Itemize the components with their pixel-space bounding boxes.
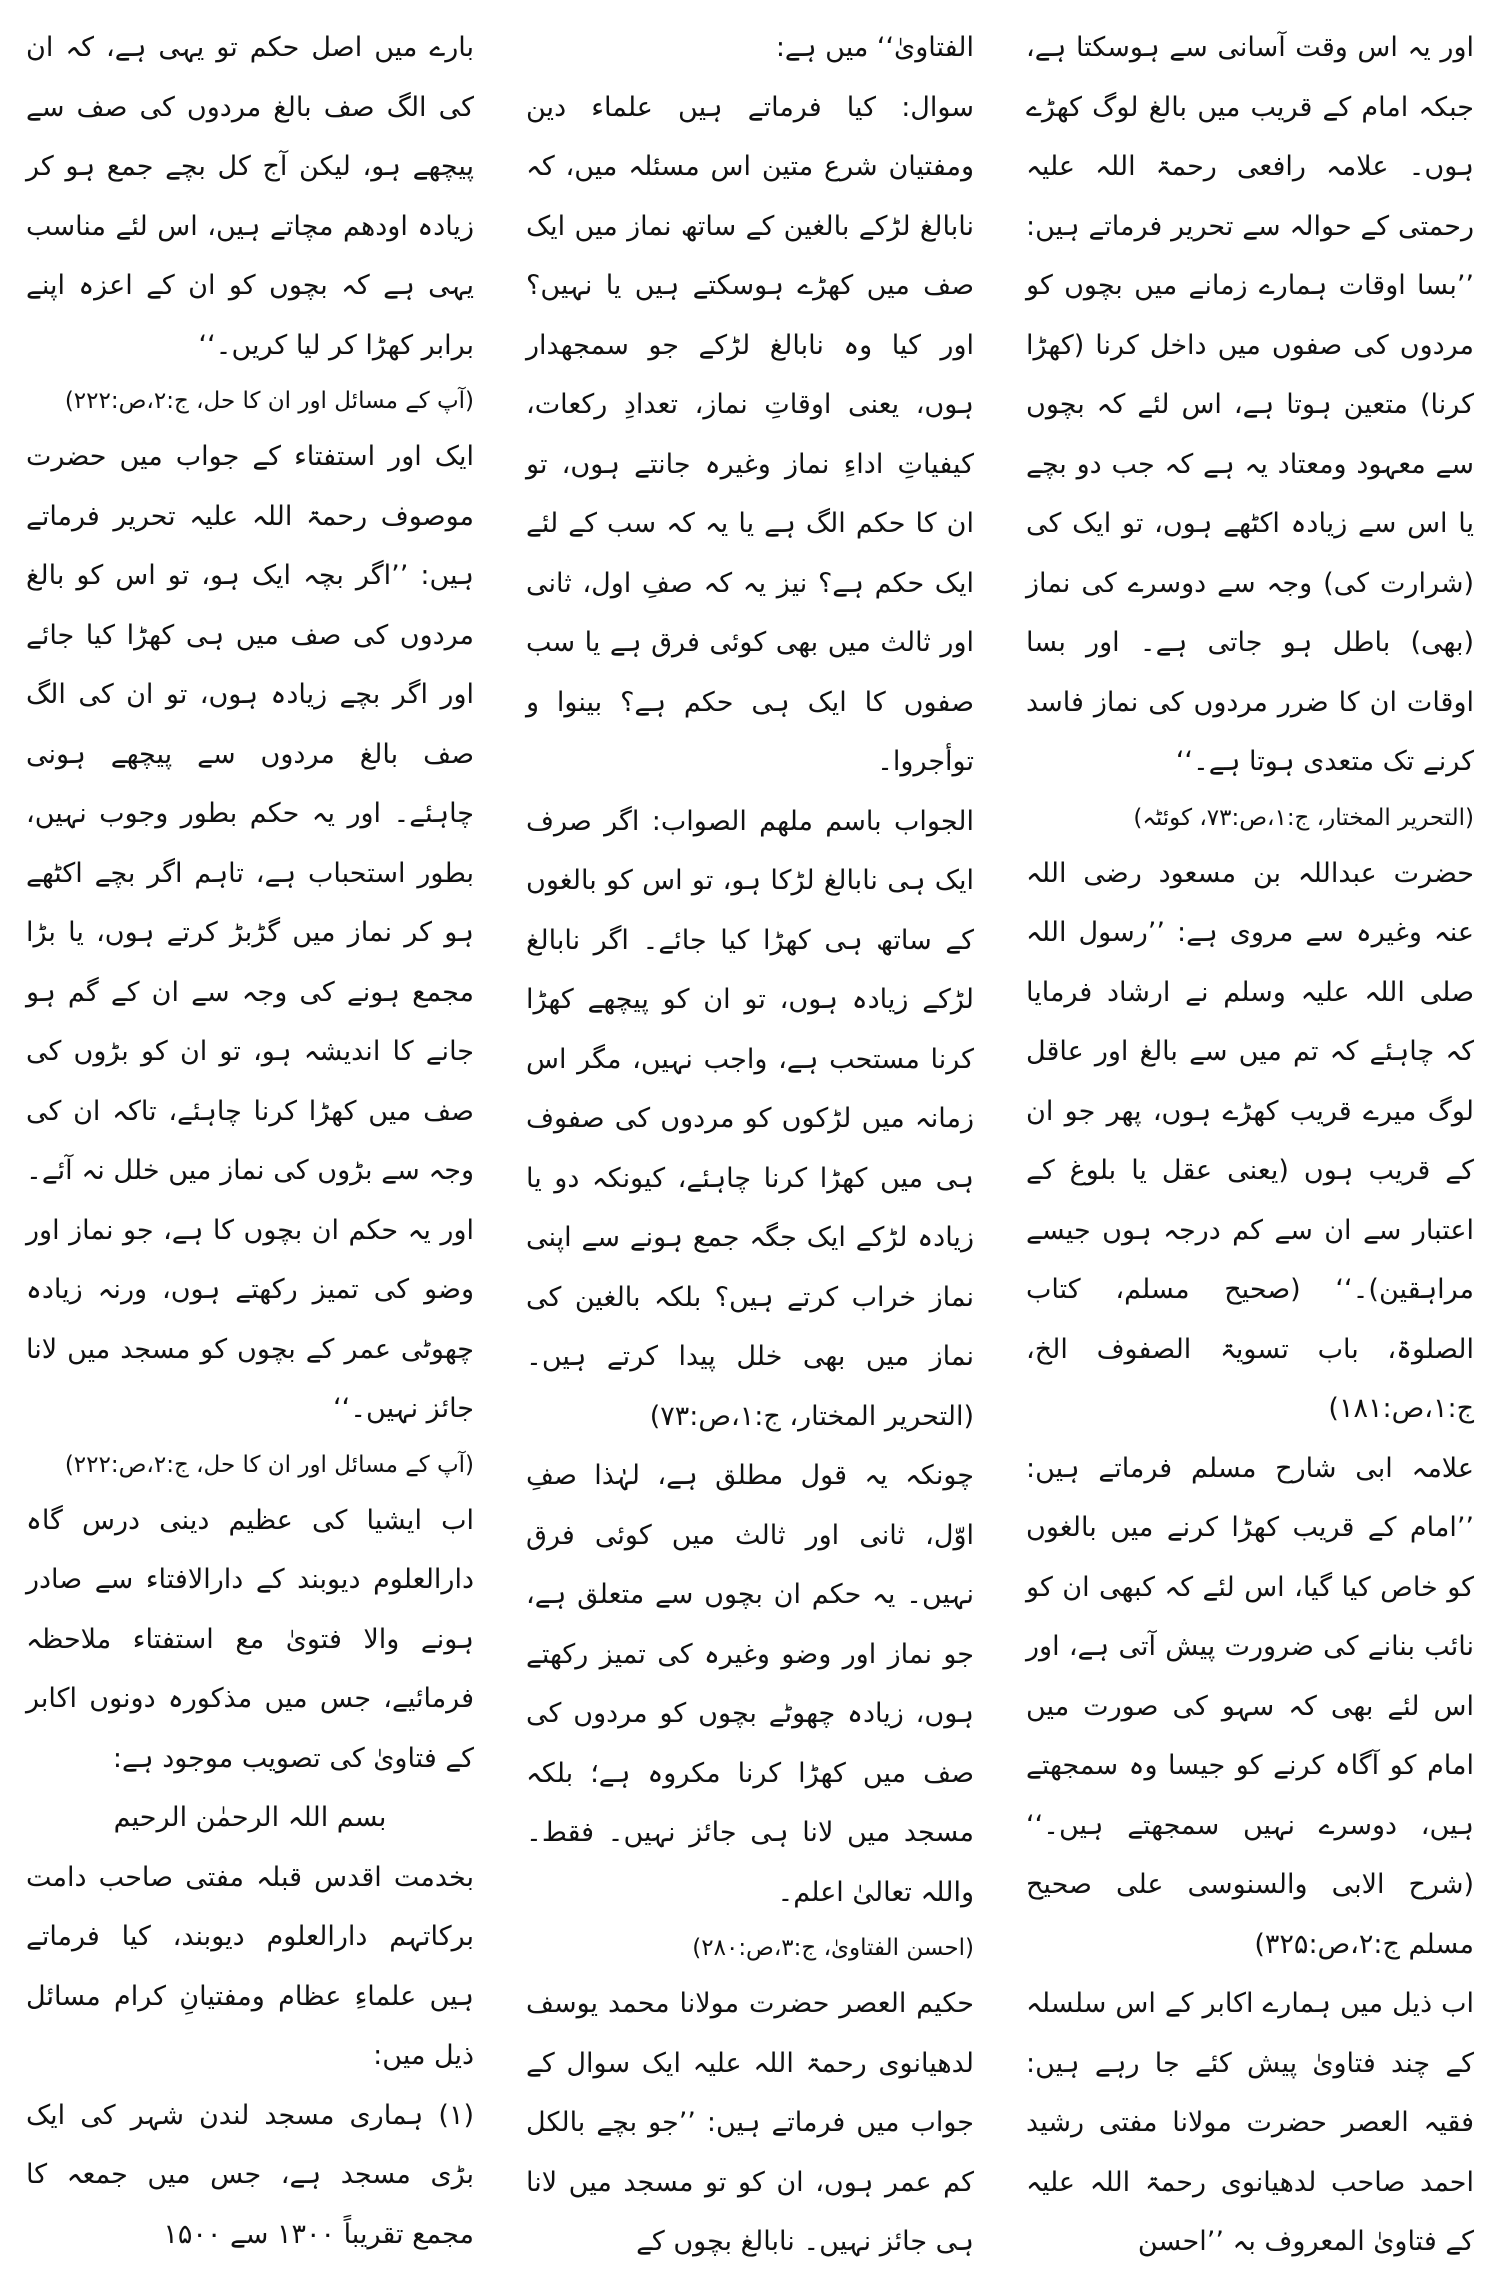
citation-text: (آپ کے مسائل اور ان کا حل، ج:۲،ص:۲۲۲) xyxy=(64,388,474,414)
centered-heading: بسم اللہ الرحمٰن الرحیم xyxy=(113,1802,387,1833)
citation-text: (احسن الفتاویٰ، ج:۳،ص:۲۸۰) xyxy=(692,1935,974,1961)
paragraph: ایک اور استفتاء کے جواب میں حضرت موصوف رحمۃ اللہ علیہ تحریر فرماتے ہیں: ’’اگر بچہ ایک ہو، تو اس کو بالغ مردوں کی صف میں ہی کھڑا کیا جائے اور اگر بچے زیادہ ہوں، تو ان کی الگ صف بالغ مردوں سے پیچھے ہونی چاہئے۔ اور یہ حکم بطور وجوب نہیں، بطور استحباب ہے، تاہم اگر بچے اکٹھے ہو کر نماز میں گڑبڑ کرتے ہوں، یا بڑا مجمع ہونے کی وجہ سے ان کے گم ہو جانے کا اندیشہ ہو، تو ان کو بڑوں کی صف میں کھڑا کرنا چاہئے، تاکہ ان کی وجہ سے بڑوں کی نماز میں خلل نہ آئے۔ اور یہ حکم ان بچوں کا ہے، جو نماز اور وضو کی تمیز رکھتے ہوں، ورنہ زیادہ چھوٹی عمر کے بچوں کو مسجد میں لانا جائز نہیں۔‘‘ xyxy=(26,441,474,1424)
paragraph: بارے میں اصل حکم تو یہی ہے، کہ ان کی الگ صف بالغ مردوں کی صف سے پیچھے ہو، لیکن آج کل بچے جمع ہو کر زیادہ اودھم مچاتے ہیں، اس لئے مناسب یہی ہے کہ بچوں کو ان کے اعزہ اپنے برابر کھڑا کر لیا کریں۔‘‘ xyxy=(26,32,474,361)
paragraph: الفتاویٰ‘‘ میں ہے: xyxy=(775,32,974,63)
citation-text: (آپ کے مسائل اور ان کا حل، ج:۲،ص:۲۲۲) xyxy=(64,1451,474,1478)
paragraph: سوال: کیا فرماتے ہیں علماء دین ومفتیان شرع متین اس مسئلہ میں، کہ نابالغ لڑکے بالغین کے ساتھ نماز میں ایک صف میں کھڑے ہوسکتے ہیں یا نہیں؟ اور کیا وہ نابالغ لڑکے جو سمجھدار ہوں، یعنی اوقاتِ نماز، تعدادِ رکعات، کیفیاتِ اداءِ نماز وغیرہ جانتے ہوں، تو ان کا حکم الگ ہے یا یہ کہ سب کے لئے ایک حکم ہے؟ نیز یہ کہ صفِ اول، ثانی اور ثالث میں بھی کوئی فرق ہے یا سب صفوں کا ایک ہی حکم ہے؟ بینوا و توأجروا۔ xyxy=(526,91,974,777)
paragraph: حضرت عبداللہ بن مسعود رضی اللہ عنہ وغیرہ سے مروی ہے: ’’رسول اللہ صلی اللہ علیہ وسلم نے ارشاد فرمایا کہ چاہئے کہ تم میں سے بالغ اور عاقل لوگ میرے قریب کھڑے ہوں، پھر جو ان کے قریب ہوں (یعنی عقل یا بلوغ کے اعتبار سے ان سے کم درجہ ہوں جیسے مراہقین)۔‘‘ (صحیح مسلم، کتاب الصلوۃ، باب تسویۃ الصفوف الخ، ج:۱،ص:۱۸۱) xyxy=(1026,857,1474,1424)
paragraph: بخدمت اقدس قبلہ مفتی صاحب دامت برکاتہم دارالعلوم دیوبند، کیا فرماتے ہیں علماءِ عظام ومفتیانِ کرام مسائل ذیل میں: xyxy=(26,1861,474,2071)
paragraph: الجواب باسم ملھم الصواب: اگر صرف ایک ہی نابالغ لڑکا ہو، تو اس کو بالغوں کے ساتھ ہی کھڑا کیا جائے۔ اگر نابالغ لڑکے زیادہ ہوں، تو ان کو پیچھے کھڑا کرنا مستحب ہے، واجب نہیں، مگر اس زمانہ میں لڑکوں کو مردوں کی صفوف ہی میں کھڑا کرنا چاہئے، کیونکہ دو یا زیادہ لڑکے ایک جگہ جمع ہونے سے اپنی نماز خراب کرتے ہیں؟ بلکہ بالغین کی نماز میں بھی خلل پیدا کرتے ہیں۔ (التحریر المختار، ج:۱،ص:۷۳) xyxy=(526,805,974,1432)
paragraph: علامہ ابی شارح مسلم فرماتے ہیں: ’’امام کے قریب کھڑا کرنے میں بالغوں کو خاص کیا گیا، اس لئے کہ کبھی ان کو نائب بنانے کی ضرورت پیش آتی ہے، اور اس لئے بھی کہ سہو کی صورت میں امام کو آگاہ کرنے کو جیسا وہ سمجھتے ہیں، دوسرے نہیں سمجھتے ہیں۔‘‘ (شرح الابی والسنوسی علی صحیح مسلم ج:۲،ص:۳۲۵) xyxy=(1026,1452,1474,1960)
paragraph: اور یہ اس وقت آسانی سے ہوسکتا ہے، جبکہ امام کے قریب میں بالغ لوگ کھڑے ہوں۔ علامہ رافعی رحمۃ اللہ علیہ رحمتی کے حوالہ سے تحریر فرماتے ہیں: ’’بسا اوقات ہمارے زمانے میں بچوں کو مردوں کی صفوں میں داخل کرنا (کھڑا کرنا) متعین ہوتا ہے، اس لئے کہ بچوں سے معہود ومعتاد یہ ہے کہ جب دو بچے یا اس سے زیادہ اکٹھے ہوں، تو ایک کی (شرارت کی) وجہ سے دوسرے کی نماز (بھی) باطل ہو جاتی ہے۔ اور بسا اوقات ان کا ضرر مردوں کی نماز فاسد کرنے تک متعدی ہوتا ہے۔‘‘ xyxy=(1026,32,1474,777)
paragraph: (۱) ہماری مسجد لندن شہر کی ایک بڑی مسجد ہے، جس میں جمعہ کا مجمع تقریباً ۱۳۰۰ سے ۱۵۰۰ xyxy=(26,2099,474,2250)
paragraph: اب ذیل میں ہمارے اکابر کے اس سلسلہ کے چند فتاویٰ پیش کئے جا رہے ہیں: فقیہ العصر حضرت مولانا مفتی رشید احمد صاحب لدھیانوی رحمۃ اللہ علیہ کے فتاویٰ المعروف بہ ’’احسن xyxy=(1026,1988,1474,2257)
paragraph: حکیم العصر حضرت مولانا محمد یوسف لدھیانوی رحمۃ اللہ علیہ ایک سوال کے جواب میں فرماتے ہیں: ’’جو بچے بالکل کم عمر ہوں، ان کو تو مسجد میں لانا ہی جائز نہیں۔ نابالغ بچوں کے xyxy=(526,1988,974,2257)
paragraph: چونکہ یہ قول مطلق ہے، لہٰذا صفِ اوّل، ثانی اور ثالث میں کوئی فرق نہیں۔ یہ حکم ان بچوں سے متعلق ہے، جو نماز اور وضو وغیرہ کی تمیز رکھتے ہوں، زیادہ چھوٹے بچوں کو مردوں کی صف میں کھڑا کرنا مکروہ ہے؛ بلکہ مسجد میں لانا ہی جائز نہیں۔ فقط۔ واللہ تعالیٰ اعلم۔ xyxy=(526,1460,974,1908)
paragraph: اب ایشیا کی عظیم دینی درس گاہ دارالعلوم دیوبند کے دارالافتاء سے صادر ہونے والا فتویٰ مع استفتاء ملاحظہ فرمائیے، جس میں مذکورہ دونوں اکابر کے فتاویٰ کی تصویب موجود ہے: xyxy=(26,1504,474,1774)
column-left xyxy=(26,18,474,2250)
column-right xyxy=(1026,18,1474,2257)
column-middle xyxy=(526,18,974,2257)
citation-text: (التحریر المختار، ج:۱،ص:۷۳، کوئٹہ) xyxy=(1133,804,1474,831)
